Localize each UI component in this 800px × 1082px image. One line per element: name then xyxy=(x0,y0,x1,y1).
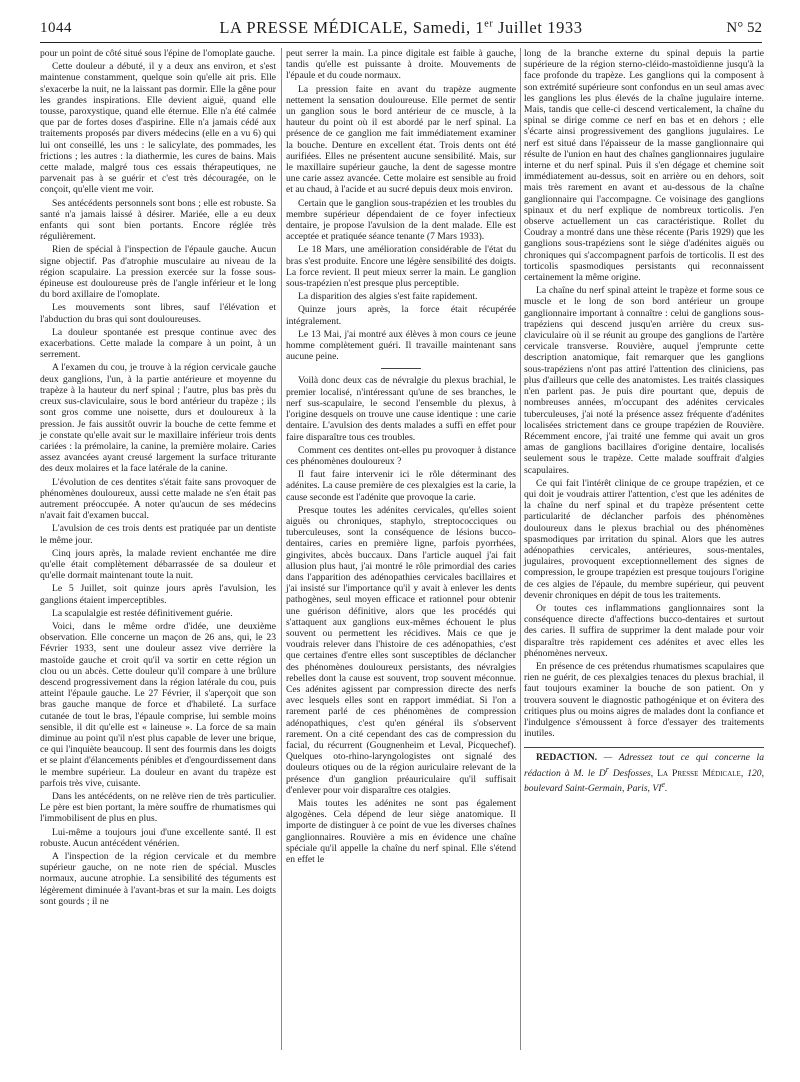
redaction-label: REDACTION. xyxy=(536,752,598,764)
column-separator xyxy=(281,48,282,1050)
journal-title-sup: er xyxy=(484,18,494,30)
paragraph: L'avulsion de ces trois dents est pratiquée par un dentiste le même jour. xyxy=(40,523,276,546)
paragraph: Presque toutes les adénites cervicales, qu'elles soient aiguës ou chroniques, staphylo, streptococciques ou tuberculeuses, sont la conséquence de lésions bucco-dentaires, caries en première ligne, parfois pyorrhées, gingivites, abcès buccaux. Dans l'article auquel j'ai fait allusion plus haut, j'ai montré le rôle primordial des caries dans l'apparition des adénopathies cervicales bacillaires et j'ai insisté sur l'importance qu'il y avait à enlever les dents pathogènes, seul moyen efficace et rationnel pour obtenir une guérison définitive, alors que les procédés qui s'attaquent aux ganglions eux-mêmes échouent le plus souvent ou permettent les récidives. Mais ce que je voudrais relever dans l'histoire de ces adénopathies, c'est que certaines d'entre elles sont susceptibles de déclancher des phénomènes douloureux persistants, des névralgies rebelles dont la cause est souvent, trop souvent méconnue. Ces adénites agissent par compression directe des nerfs avec lesquels elles sont en rapport immédiat. Si l'on a rarement parlé de ces phénomènes de compression adénopathiques, c'est qu'en général ils s'observent rarement. On a cité cependant des cas de compression du facial, du récurrent (Gougnenheim et Leval, Picquechef). Quelques oto-rhino-laryngologistes ont signalé des douleurs otiques ou de la région auriculaire relevant de la présence d'un ganglion préauriculaire qu'il suffisait d'enlever pour voir disparaître ces otalgies. xyxy=(286,504,516,796)
paragraph: Certain que le ganglion sous-trapézien et les troubles du membre supérieur dépendaient de ce foyer infectieux dentaire, je propose l'avulsion de la dent malade. Elle est acceptée et pratiquée séance tenante (7 Mars 1933). xyxy=(286,197,516,243)
paragraph: Lui-même a toujours joui d'une excellente santé. Il est robuste. Aucun antécédent vénérien. xyxy=(40,826,276,849)
paragraph: La pression faite en avant du trapèze augmente nettement la sensation douloureuse. Elle permet de sentir un ganglion sous le bord antérieur de ce muscle, à la hauteur du point où il est abordé par le nerf spinal. La présence de ce ganglion me fait immédiatement examiner la bouche. Denture en excellent état. Trois dents ont été aurifiées. Elles ne présentent aucune sensibilité. Mais, sur le maxillaire supérieur gauche, la dent de sagesse montre une carie assez avancée. Cette molaire est sensible au froid et au chaud, à l'acide et au sucré depuis deux mois environ. xyxy=(286,83,516,196)
paragraph: Or toutes ces inflammations ganglionnaires sont la conséquence directe d'affections bucco-dentaires et surtout des caries. Il suffira de supprimer la dent malade pour voir disparaître très rapidement ces adénites et avec elles les phénomènes nerveux. xyxy=(524,602,764,659)
issue-number: N° 52 xyxy=(726,20,762,36)
journal-title xyxy=(40,18,762,38)
paragraph: A l'inspection de la région cervicale et du membre supérieur gauche, on ne note rien de spécial. Muscles normaux, aucune atrophie. La sensibilité des téguments est légèrement diminuée à l'avant-bras et sur la main. Les doigts sont gourds ; il ne xyxy=(40,851,276,907)
redaction-address: , 120, boulevard Saint-Germain, Paris, VI xyxy=(524,767,764,795)
paragraph: Voilà donc deux cas de névralgie du plexus brachial, le premier localisé, n'intéressant qu'une de ses branches, le nerf sus-scapulaire, le second l'ensemble du plexus, à l'origine desquels on trouve une cause identique : une carie dentaire. L'avulsion des dents malades a suffi en effet pour faire disparaître tous ces troubles. xyxy=(286,375,516,443)
journal-title-text: LA PRESSE MÉDICALE, Samedi, 1 xyxy=(219,18,485,37)
paragraph: Comment ces dentites ont-elles pu provoquer à distance ces phénomènes douloureux ? xyxy=(286,444,516,467)
redaction-journal: , La Presse Médicale xyxy=(650,767,741,779)
page-header xyxy=(40,18,762,43)
page-number: 1044 xyxy=(40,20,72,36)
section-divider xyxy=(381,368,421,369)
paragraph: Mais toutes les adénites ne sont pas également algogènes. Cela dépend de leur siège anatomique. Il importe de distinguer à ce point de vue les diverses chaînes ganglionnaires. Rouvière a mis en évidence une chaîne spéciale qu'il appelle la chaîne du nerf spinal. Elle s'étend en effet le xyxy=(286,798,516,866)
paragraph: Cette douleur a débuté, il y a deux ans environ, et s'est maintenue constamment, quelque soin qu'elle ait pris. Elle s'exacerbe la nuit, ne la laissant pas dormir. Elle la gêne pour les grandes inspirations. Elle devient aiguë, quand elle tousse, paroxystique, quand elle éternue. Elle n'a été calmée que par de fortes doses d'aspirine. Elle n'a jamais cédé aux traitements proposés par divers médecins (elle en a vu 6) qui lui ont conseillé, les uns : le salicylate, des pommades, les frictions ; les autres : la diathermie, les cures de bains. Mais cette malade, malgré tous ces essais thérapeutiques, ne parvenait pas à se guérir et c'est très découragée, on le conçoit, qu'elle vient me voir. xyxy=(40,61,276,196)
paragraph: La douleur spontanée est presque continue avec des exacerbations. Cette malade la compare à un point, à un serrement. xyxy=(40,326,276,361)
paragraph: Voici, dans le même ordre d'idée, une deuxième observation. Elle concerne un maçon de 26 ans, qui, le 23 Février 1933, sent une douleur assez vive derrière la mastoïde gauche et croit qu'il va sortir en cette région un clou ou un abcès. Cette douleur qu'il compare à une brûlure descend progressivement dans la région latérale du cou, puis atteint l'épaule gauche. Le 27 Février, il s'aperçoit que son bras gauche manque de force et d'habileté. La surface cutanée de tout le bras, l'épaule comprise, lui semble moins sensible, il dit qu'elle est « laineuse ». La force de sa main diminue au point qu'il n'est plus capable de lever une brique, ce qui l'inquiète beaucoup. Il sent des fourmis dans les doigts et se plaint d'élancements pénibles et d'engourdissement dans le membre supérieur. La douleur en avant du trapèze est parfois très vive, cuisante. xyxy=(40,620,276,789)
paragraph: Cinq jours après, la malade revient enchantée me dire qu'elle était complètement débarrassée de sa douleur et qu'elle dormait maintenant toute la nuit. xyxy=(40,547,276,582)
paragraph: peut serrer la main. La pince digitale est faible à gauche, tandis qu'elle est puissante à droite. Mouvements de l'épaule et du coude normaux. xyxy=(286,48,516,82)
column-2 xyxy=(286,48,516,867)
paragraph: En présence de ces prétendus rhumatismes scapulaires que rien ne guérit, de ces plexalgies tenaces du plexus brachial, il faut toujours examiner la bouche de son patient. On y trouvera souvent le diagnostic pathogénique et on évitera des critiques plus ou moins aigres de malades dont la confiance et l'indulgence s'émoussent à force d'essayer des traitements inutiles. xyxy=(524,660,764,740)
paragraph: Le 18 Mars, une amélioration considérable de l'état du bras s'est produite. Encore une légère sensibilité des doigts. La force revient. Il peut mieux serrer la main. Le ganglion sous-trapézien n'est presque plus perceptible. xyxy=(286,244,516,290)
paragraph: Rien de spécial à l'inspection de l'épaule gauche. Aucun signe objectif. Pas d'atrophie musculaire au niveau de la région scapulaire. La pression exercée sur la fosse sous-épineuse est douloureuse près de l'angle inférieur et le long du bord axillaire de l'omoplate. xyxy=(40,244,276,301)
paragraph: Quinze jours après, la force était récupérée intégralement. xyxy=(286,304,516,327)
redaction-notice xyxy=(524,752,764,794)
redaction-name: Desfosses xyxy=(608,767,651,779)
footer-divider xyxy=(524,747,764,748)
paragraph: Dans les antécédents, on ne relève rien de très particulier. Le père est bien portant, la mère souffre de rhumatismes qui l'immobilisent de plus en plus. xyxy=(40,791,276,825)
column-3 xyxy=(524,48,764,796)
paragraph: Ses antécédents personnels sont bons ; elle est robuste. Sa santé n'a jamais laissé à désirer. Mariée, elle a eu deux enfants qui sont bien portants. Encore réglée très régulièrement. xyxy=(40,197,276,243)
column-separator xyxy=(520,48,521,1050)
paragraph: Le 5 Juillet, soit quinze jours après l'avulsion, les ganglions étaient imperceptibles. xyxy=(40,583,276,606)
paragraph: La disparition des algies s'est faite rapidement. xyxy=(298,291,478,303)
redaction-sup: r xyxy=(605,764,609,774)
redaction-text: — Adressez tout ce qui concerne la rédaction à M. le D xyxy=(524,752,764,779)
paragraph: Il faut faire intervenir ici le rôle déterminant des adénites. La cause première de ces plexalgies est la carie, la cause seconde est l'adénite que provoque la carie. xyxy=(286,469,516,503)
paragraph: La scapulalgie est restée définitivement guérie. xyxy=(52,607,233,619)
journal-title-date: Juillet 1933 xyxy=(493,18,583,37)
paragraph: long de la branche externe du spinal depuis la partie supérieure de la région sterno-cléido-mastoïdienne jusqu'à la face profonde du trapèze. Les ganglions qui la composent à son extrémité supérieure sont confondus en un seul amas avec les ganglions les plus élevés de la chaîne jugulaire interne. Mais, tandis que celle-ci descend verticalement, la chaîne du spinal se dirige comme ce nerf en bas et en dehors ; elle s'écarte ainsi progressivement des ganglions jugulaires. Le nerf est situé dans l'épaisseur de la masse ganglionnaire qui résulte de l'union en haut des chaînes ganglionnaires jugulaire interne et du nerf spinal. Puis il s'en dégage et chemine soit immédiatement au-dessus, soit en arrière ou en dehors, soit mais très rarement en avant et au-dessous de la chaîne ganglionnaire qui l'accompagne. Ce voisinage des ganglions spinaux et du nerf explique de nombreux torticolis. J'en observe actuellement un cas caractéristique. Rollet du Coudray a montré dans une thèse récente (Paris 1929) que les ganglions sous-trapéziens sont le siège d'adénites aiguës ou chroniques qui s'accompagnent parfois de torticolis. Il est des torticolis spasmodiques persistants qui reconnaissent certainement la même origine. xyxy=(524,48,764,284)
paragraph: Le 13 Mai, j'ai montré aux élèves à mon cours ce jeune homme complètement guéri. Il travaille maintenant sans aucune peine. xyxy=(286,328,516,363)
paragraph: L'évolution de ces dentites s'était faite sans provoquer de phénomènes douloureux, aussi cette malade ne s'en était pas autrement préoccupée. A noter qu'aucun de ses médecins n'avait fait d'examen buccal. xyxy=(40,476,276,522)
column-1 xyxy=(40,48,276,909)
redaction-end: . xyxy=(664,783,668,795)
paragraph: Ce qui fait l'intérêt clinique de ce groupe trapézien, et ce qui doit je voudrais attirer l'attention, c'est que les adénites de la chaîne du nerf spinal et du trapèze présentent cette particularité de déclancher parfois des phénomènes douloureux dans le plexus brachial ou des phénomènes spasmodiques par irritation du spinal. Alors que les autres adénopathies cervicales, antérieures, sous-mentales, jugulaires, provoquent exceptionnellement des signes de compression, le groupe trapézien est presque toujours l'origine de ces algies de l'épaule, du membre supérieur, qui peuvent devenir chroniques en dépit de tous les traitements. xyxy=(524,477,764,601)
paragraph: pour un point de côté situé sous l'épine de l'omoplate gauche. xyxy=(40,48,275,59)
redaction-address-sup: e xyxy=(661,779,665,789)
paragraph: Les mouvements sont libres, sauf l'élévation et l'abduction du bras qui sont douloureuses. xyxy=(40,302,276,325)
paragraph: La chaîne du nerf spinal atteint le trapèze et forme sous ce muscle et le long de son bord antérieur un groupe ganglionnaire important à connaître : celui de ganglions sous-trapéziens qui descend jusqu'en arrière du creux sus-claviculaire où il se réunit au groupe des ganglions de l'artère cervicale transverse. Rouvière, auquel j'emprunte cette description anatomique, fait remarquer que les ganglions sous-trapéziens n'ont pas attiré l'attention des cliniciens, pas plus d'ailleurs que celle des anatomistes. Les traités classiques n'en parlent pas. Je puis dire pourtant que, depuis de nombreuses années, m'occupant des adénites cervicales tuberculeuses, j'ai noté la présence assez fréquente d'adénites localisées strictement dans ce groupe trapézien de Rouvière. Récemment encore, j'ai traité une femme qui avait un gros amas de ganglions bacillaires d'origine dentaire, localisés seulement sous le trapèze. Cette malade souffrait d'algies scapulaires. xyxy=(524,285,764,476)
paragraph: A l'examen du cou, je trouve à la région cervicale gauche deux ganglions, l'un, à la partie antérieure et moyenne du trapèze à la hauteur du nerf spinal ; l'autre, plus bas près du creux sus-claviculaire, sous le bord antérieur du trapèze ; ils sont gros comme une noisette, durs et douloureux à la pression. Je fais aussitôt ouvrir la bouche de cette femme et je constate qu'elle avait sur le maxillaire inférieur trois dents cariées : la prémolaire, la canine, la première molaire. Caries assez avancées ayant creusé largement la surface triturante des deux molaires et la face latérale de la canine. xyxy=(40,362,276,475)
